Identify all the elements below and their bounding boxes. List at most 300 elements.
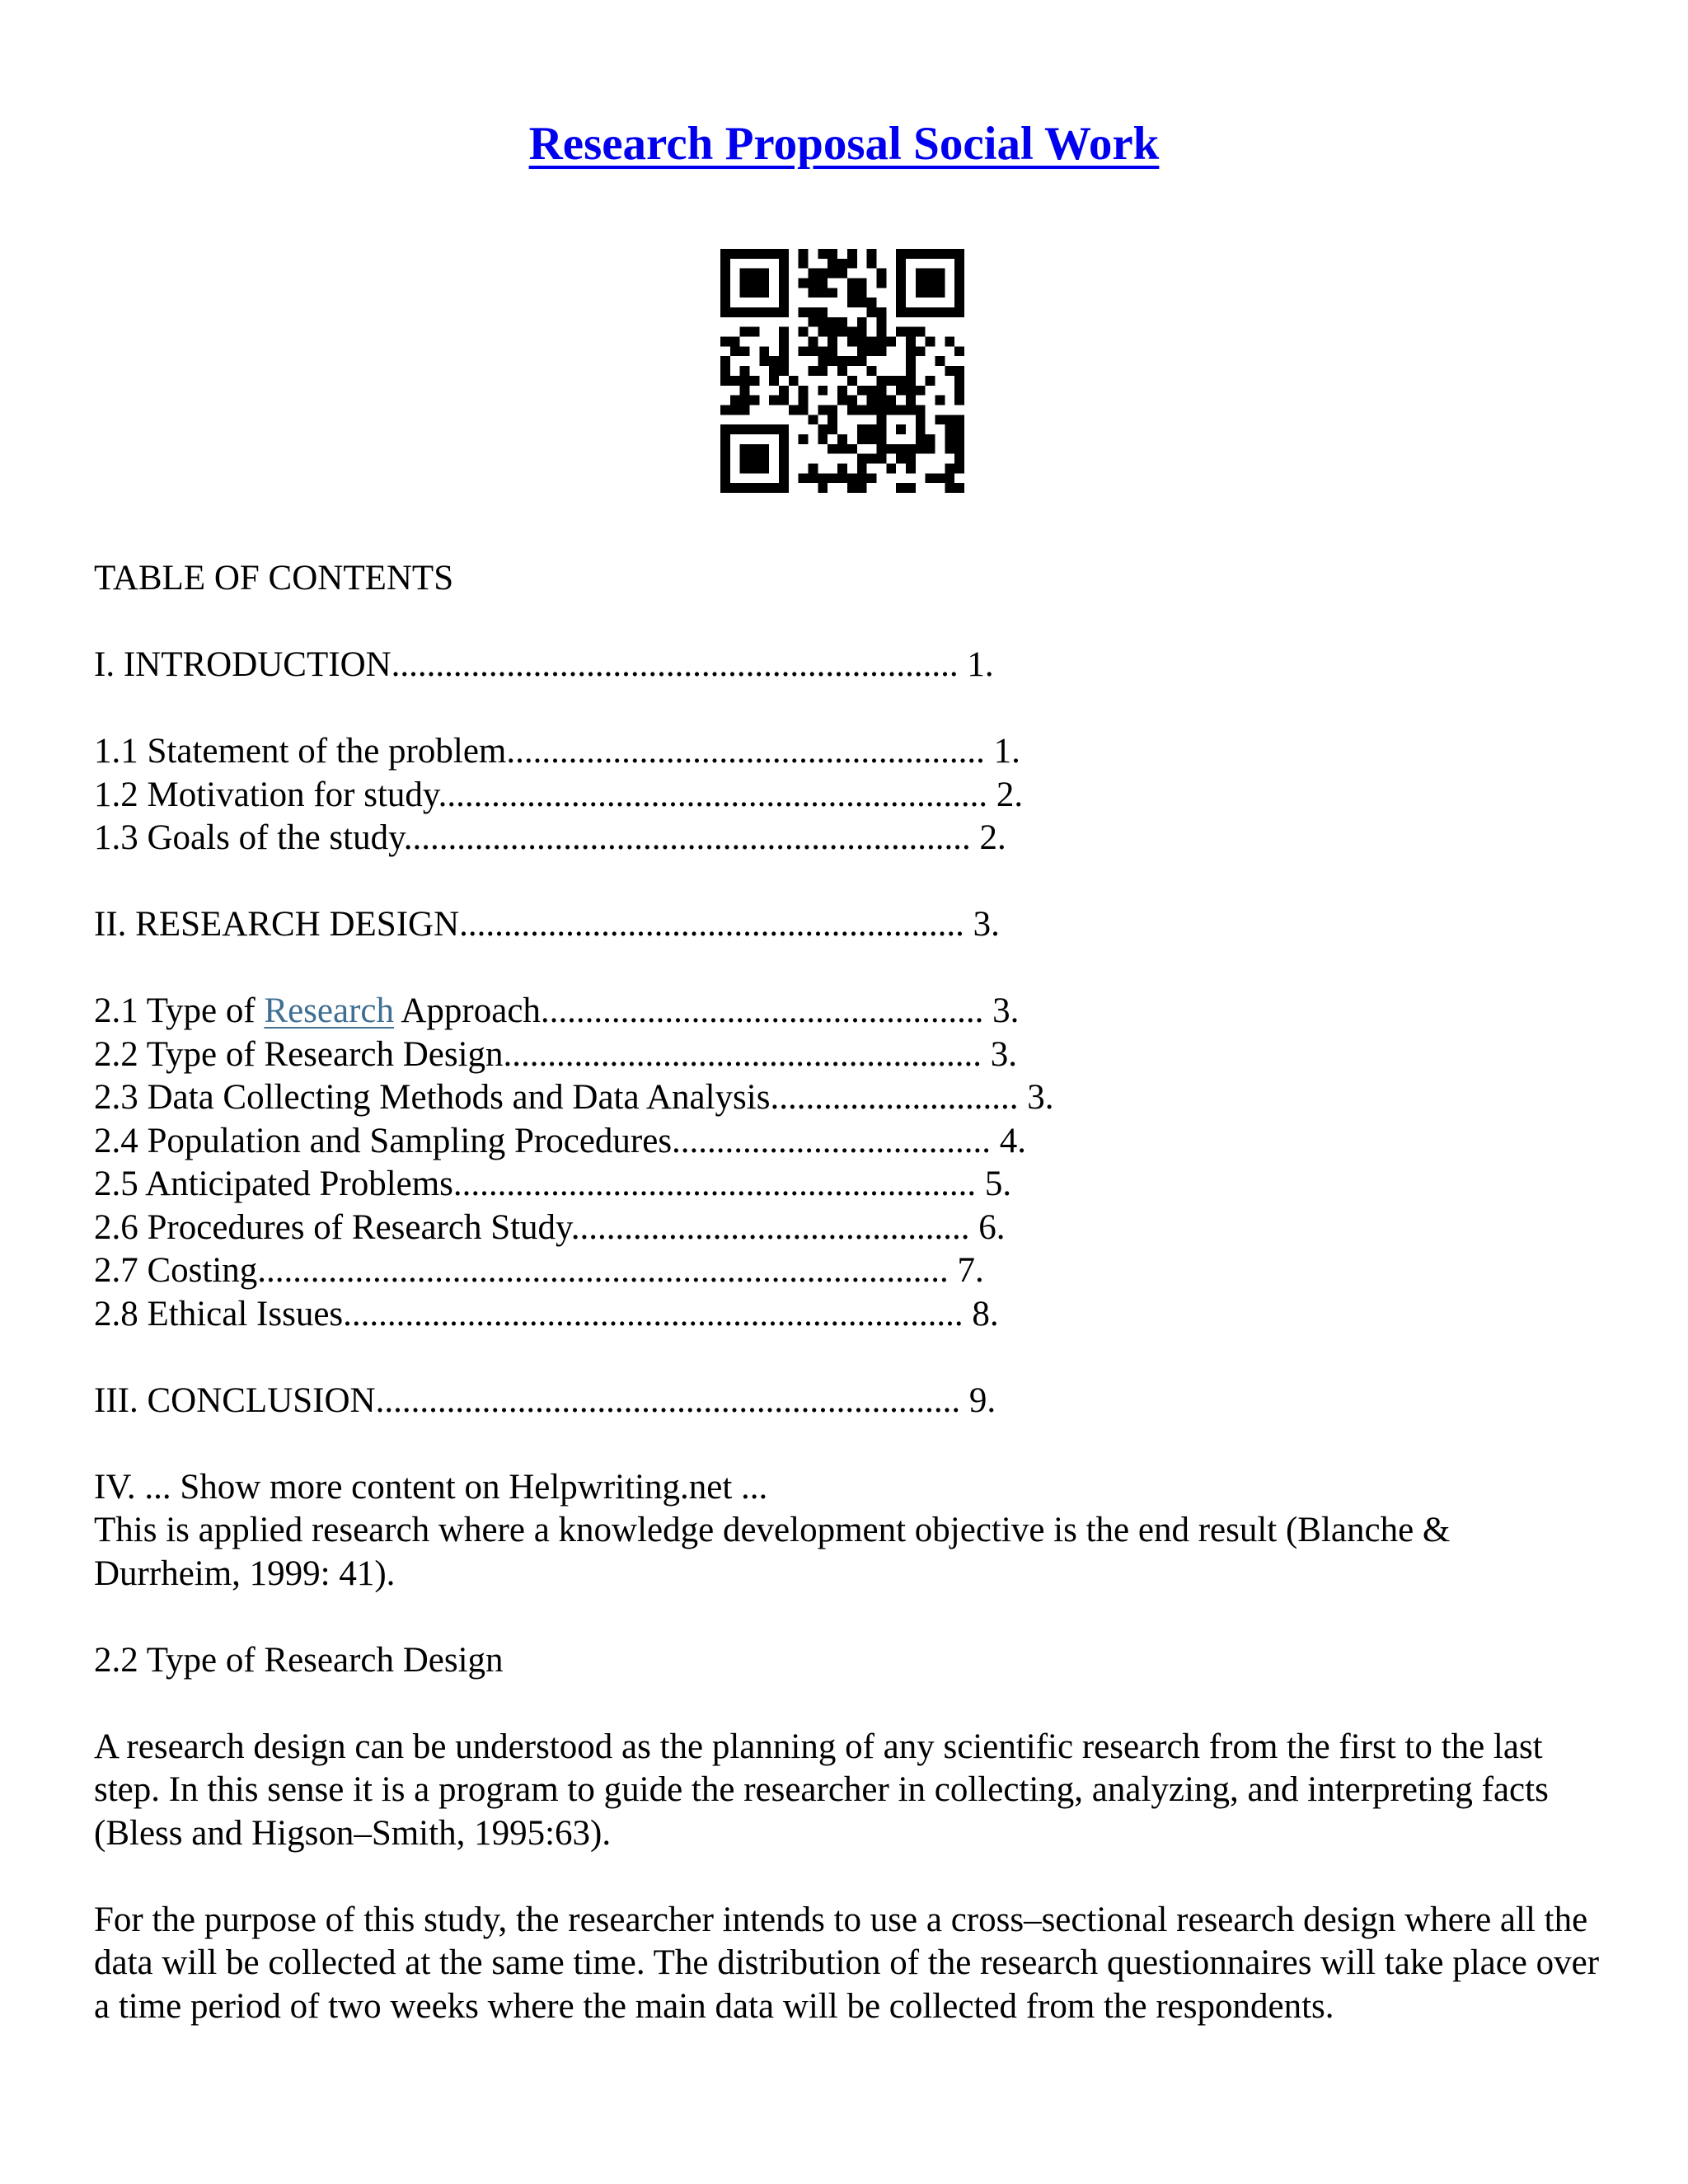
qr-module bbox=[759, 346, 769, 356]
qr-module bbox=[876, 346, 886, 356]
qr-module bbox=[876, 337, 886, 347]
qr-module bbox=[876, 307, 886, 317]
qr-module bbox=[759, 249, 769, 259]
qr-module bbox=[837, 366, 847, 376]
toc-entry-2-1-suffix: Approach.................................................. 3. bbox=[393, 991, 1020, 1030]
qr-module bbox=[847, 279, 857, 288]
qr-module bbox=[867, 405, 877, 415]
qr-module bbox=[876, 434, 886, 444]
qr-module bbox=[730, 346, 740, 356]
qr-module bbox=[906, 454, 916, 464]
qr-module bbox=[818, 249, 828, 259]
qr-module bbox=[818, 269, 828, 279]
qr-module bbox=[857, 346, 867, 356]
qr-module bbox=[945, 444, 954, 454]
qr-module bbox=[876, 396, 886, 405]
qr-module bbox=[954, 424, 964, 434]
qr-module bbox=[799, 473, 809, 483]
qr-module bbox=[818, 424, 828, 434]
qr-module bbox=[926, 376, 935, 386]
qr-module bbox=[720, 405, 730, 415]
qr-module bbox=[779, 298, 789, 307]
qr-module bbox=[896, 386, 906, 396]
qr-module bbox=[730, 337, 740, 347]
qr-module bbox=[740, 444, 750, 454]
qr-module bbox=[799, 259, 809, 269]
qr-module bbox=[740, 346, 750, 356]
qr-module bbox=[847, 288, 857, 298]
qr-module bbox=[945, 473, 954, 483]
qr-module bbox=[847, 298, 857, 307]
qr-module bbox=[750, 463, 760, 473]
qr-module bbox=[867, 386, 877, 396]
qr-module bbox=[867, 366, 877, 376]
qr-module bbox=[759, 424, 769, 434]
qr-module bbox=[876, 444, 886, 454]
qr-module bbox=[847, 249, 857, 259]
qr-module bbox=[954, 298, 964, 307]
qr-module bbox=[740, 366, 750, 376]
qr-module bbox=[954, 376, 964, 386]
qr-module bbox=[935, 288, 945, 298]
qr-module bbox=[779, 259, 789, 269]
qr-module bbox=[799, 346, 809, 356]
paragraph-applied-research: This is applied research where a knowledge development objective is the end result (Blanche & Durrheim, 1999: 41). bbox=[94, 1511, 1451, 1593]
qr-module bbox=[847, 327, 857, 337]
qr-module bbox=[720, 444, 730, 454]
qr-module bbox=[926, 444, 935, 454]
qr-module bbox=[857, 424, 867, 434]
qr-module bbox=[945, 366, 954, 376]
qr-module bbox=[818, 279, 828, 288]
qr-code-icon bbox=[720, 249, 964, 493]
qr-module bbox=[847, 483, 857, 493]
toc-entry-2-7: 2.7 Costing.............................................................................. 7. bbox=[94, 1251, 984, 1290]
qr-module bbox=[720, 249, 730, 259]
qr-module bbox=[876, 376, 886, 386]
qr-module bbox=[916, 249, 926, 259]
qr-module bbox=[730, 396, 740, 405]
qr-module bbox=[809, 269, 818, 279]
qr-module bbox=[886, 463, 896, 473]
qr-module bbox=[857, 279, 867, 288]
qr-module bbox=[750, 444, 760, 454]
qr-module bbox=[867, 434, 877, 444]
qr-module bbox=[857, 483, 867, 493]
qr-module bbox=[857, 327, 867, 337]
qr-module bbox=[916, 288, 926, 298]
qr-module bbox=[750, 396, 760, 405]
qr-module bbox=[740, 454, 750, 464]
qr-module bbox=[720, 376, 730, 386]
qr-module bbox=[809, 279, 818, 288]
qr-module bbox=[809, 288, 818, 298]
qr-module bbox=[926, 473, 935, 483]
qr-module bbox=[779, 386, 789, 396]
qr-module bbox=[799, 434, 809, 444]
qr-module bbox=[818, 307, 828, 317]
qr-module bbox=[945, 434, 954, 444]
qr-module bbox=[759, 463, 769, 473]
qr-module bbox=[720, 366, 730, 376]
qr-module bbox=[809, 307, 818, 317]
qr-module bbox=[935, 396, 945, 405]
qr-module bbox=[847, 259, 857, 269]
qr-module bbox=[720, 279, 730, 288]
qr-module bbox=[886, 444, 896, 454]
qr-module bbox=[818, 366, 828, 376]
qr-module bbox=[857, 288, 867, 298]
qr-module bbox=[896, 327, 906, 337]
qr-module bbox=[906, 307, 916, 317]
research-link[interactable]: Research bbox=[264, 991, 394, 1030]
qr-module bbox=[720, 483, 730, 493]
qr-module bbox=[779, 327, 789, 337]
qr-module bbox=[896, 279, 906, 288]
qr-module bbox=[750, 327, 760, 337]
paragraph-research-design: A research design can be understood as the planning of any scientific research from the first to the last step. In this sense it is a program to guide the researcher in collecting, analyzing, and interpreting facts (Bless and Higson–Smith, 1995:63). bbox=[94, 1727, 1549, 1853]
qr-module bbox=[935, 249, 945, 259]
qr-module bbox=[828, 405, 837, 415]
toc-entry-1-2: 1.2 Motivation for study.............................................................. 2. bbox=[94, 775, 1024, 814]
qr-module bbox=[818, 434, 828, 444]
qr-module bbox=[809, 346, 818, 356]
qr-module bbox=[935, 415, 945, 424]
qr-module bbox=[750, 279, 760, 288]
qr-module bbox=[818, 327, 828, 337]
qr-module bbox=[916, 307, 926, 317]
qr-module bbox=[837, 473, 847, 483]
qr-module bbox=[847, 396, 857, 405]
qr-module bbox=[720, 259, 730, 269]
qr-module bbox=[720, 434, 730, 444]
qr-module bbox=[896, 424, 906, 434]
qr-module bbox=[769, 424, 779, 434]
qr-module bbox=[750, 249, 760, 259]
qr-module bbox=[886, 405, 896, 415]
qr-module bbox=[906, 405, 916, 415]
qr-module bbox=[720, 473, 730, 483]
qr-module bbox=[945, 424, 954, 434]
qr-module bbox=[876, 386, 886, 396]
toc-entry-introduction: I. INTRODUCTION................................................................ 1. bbox=[94, 645, 994, 684]
qr-module bbox=[789, 376, 799, 386]
qr-module bbox=[818, 405, 828, 415]
qr-module bbox=[896, 298, 906, 307]
qr-module bbox=[818, 386, 828, 396]
paragraph-study-purpose: For the purpose of this study, the researcher intends to use a cross–sectional research design where all the data will be collected at the same time. The distribution of the research questionnaires will take place over a time period of two weeks where the main data will be collected from the respondents. bbox=[94, 1900, 1600, 2026]
toc-entry-conclusion: III. CONCLUSION.................................................................. 9. bbox=[94, 1380, 996, 1420]
qr-module bbox=[779, 454, 789, 464]
qr-module bbox=[837, 463, 847, 473]
qr-module bbox=[896, 259, 906, 269]
qr-module bbox=[779, 396, 789, 405]
qr-module bbox=[926, 434, 935, 444]
page-title bbox=[0, 115, 1688, 173]
qr-module bbox=[799, 279, 809, 288]
qr-module bbox=[809, 415, 818, 424]
qr-module bbox=[720, 288, 730, 298]
qr-module bbox=[740, 327, 750, 337]
qr-module bbox=[837, 396, 847, 405]
qr-module bbox=[954, 307, 964, 317]
qr-module bbox=[896, 307, 906, 317]
qr-module bbox=[818, 483, 828, 493]
qr-module bbox=[906, 396, 916, 405]
qr-module bbox=[954, 463, 964, 473]
qr-module bbox=[769, 356, 779, 366]
qr-module bbox=[809, 317, 818, 327]
qr-module bbox=[769, 376, 779, 386]
qr-module bbox=[857, 337, 867, 347]
qr-module bbox=[779, 483, 789, 493]
qr-module bbox=[779, 249, 789, 259]
qr-module bbox=[945, 307, 954, 317]
qr-module bbox=[867, 298, 877, 307]
qr-module bbox=[896, 269, 906, 279]
qr-module bbox=[954, 434, 964, 444]
qr-module bbox=[916, 279, 926, 288]
qr-module bbox=[730, 376, 740, 386]
qr-module bbox=[857, 386, 867, 396]
qr-module bbox=[828, 259, 837, 269]
qr-module bbox=[945, 249, 954, 259]
qr-module bbox=[750, 269, 760, 279]
qr-module bbox=[945, 337, 954, 347]
qr-module bbox=[818, 356, 828, 366]
qr-module bbox=[828, 249, 837, 259]
qr-module bbox=[916, 386, 926, 396]
qr-module bbox=[837, 269, 847, 279]
qr-module bbox=[857, 463, 867, 473]
qr-module bbox=[906, 463, 916, 473]
qr-module bbox=[828, 473, 837, 483]
toc-entry-1-1: 1.1 Statement of the problem...................................................... 1. bbox=[94, 732, 1020, 771]
qr-module bbox=[730, 249, 740, 259]
qr-module bbox=[759, 444, 769, 454]
qr-module bbox=[935, 356, 945, 366]
qr-module bbox=[857, 473, 867, 483]
qr-module bbox=[720, 337, 730, 347]
qr-module bbox=[779, 307, 789, 317]
qr-module bbox=[730, 307, 740, 317]
qr-module bbox=[945, 463, 954, 473]
qr-module bbox=[750, 307, 760, 317]
qr-module bbox=[954, 366, 964, 376]
qr-module bbox=[837, 259, 847, 269]
qr-module bbox=[926, 307, 935, 317]
qr-module bbox=[799, 396, 809, 405]
qr-module bbox=[867, 454, 877, 464]
qr-module bbox=[828, 269, 837, 279]
qr-module bbox=[828, 327, 837, 337]
qr-module bbox=[779, 473, 789, 483]
toc-entry-2-2: 2.2 Type of Research Design...................................................... 3. bbox=[94, 1034, 1018, 1074]
qr-module bbox=[799, 386, 809, 396]
qr-module bbox=[837, 386, 847, 396]
qr-module bbox=[740, 249, 750, 259]
qr-module bbox=[847, 376, 857, 386]
qr-module bbox=[769, 366, 779, 376]
qr-module bbox=[906, 483, 916, 493]
qr-module bbox=[847, 473, 857, 483]
qr-module bbox=[896, 288, 906, 298]
qr-module bbox=[876, 405, 886, 415]
qr-module bbox=[896, 249, 906, 259]
qr-module bbox=[954, 288, 964, 298]
show-more-line: IV. ... Show more content on Helpwriting.net ... bbox=[94, 1467, 768, 1507]
toc-entry-2-1-prefix: 2.1 Type of bbox=[94, 991, 265, 1030]
qr-module bbox=[779, 434, 789, 444]
qr-module bbox=[906, 337, 916, 347]
qr-module bbox=[876, 269, 886, 279]
qr-module bbox=[837, 317, 847, 327]
qr-module bbox=[954, 259, 964, 269]
qr-module bbox=[799, 307, 809, 317]
qr-module bbox=[740, 269, 750, 279]
qr-module bbox=[954, 249, 964, 259]
qr-module bbox=[740, 386, 750, 396]
qr-module bbox=[867, 424, 877, 434]
qr-module bbox=[779, 346, 789, 356]
qr-module bbox=[720, 298, 730, 307]
qr-module bbox=[906, 366, 916, 376]
qr-module bbox=[720, 424, 730, 434]
qr-module bbox=[867, 259, 877, 269]
toc-entry-1-3: 1.3 Goals of the study................................................................ 2. bbox=[94, 818, 1006, 857]
qr-module bbox=[954, 279, 964, 288]
qr-module bbox=[954, 269, 964, 279]
qr-module bbox=[779, 269, 789, 279]
qr-module bbox=[828, 317, 837, 327]
qr-module bbox=[906, 386, 916, 396]
qr-module bbox=[769, 483, 779, 493]
qr-module bbox=[954, 386, 964, 396]
qr-module bbox=[926, 279, 935, 288]
toc-entry-research-design: II. RESEARCH DESIGN......................................................... 3. bbox=[94, 905, 1000, 944]
qr-module bbox=[818, 346, 828, 356]
qr-module bbox=[945, 415, 954, 424]
qr-module bbox=[828, 346, 837, 356]
qr-module bbox=[847, 444, 857, 454]
qr-module bbox=[867, 337, 877, 347]
qr-module bbox=[896, 444, 906, 454]
qr-module bbox=[906, 376, 916, 386]
qr-module bbox=[906, 444, 916, 454]
qr-module bbox=[837, 444, 847, 454]
qr-module bbox=[809, 463, 818, 473]
qr-module bbox=[759, 288, 769, 298]
qr-module bbox=[847, 356, 857, 366]
qr-module bbox=[837, 434, 847, 444]
qr-module bbox=[779, 463, 789, 473]
qr-module bbox=[740, 405, 750, 415]
qr-module bbox=[876, 327, 886, 337]
qr-module bbox=[750, 424, 760, 434]
qr-module bbox=[954, 454, 964, 464]
qr-module bbox=[916, 269, 926, 279]
qr-module bbox=[779, 337, 789, 347]
qr-module bbox=[799, 405, 809, 415]
qr-module bbox=[809, 366, 818, 376]
qr-module bbox=[779, 356, 789, 366]
qr-module bbox=[759, 307, 769, 317]
qr-module bbox=[720, 269, 730, 279]
qr-module bbox=[720, 307, 730, 317]
qr-module bbox=[945, 483, 954, 493]
qr-module bbox=[906, 346, 916, 356]
qr-module bbox=[876, 424, 886, 434]
qr-module bbox=[740, 279, 750, 288]
toc-entry-2-3: 2.3 Data Collecting Methods and Data Analysis............................ 3. bbox=[94, 1078, 1054, 1117]
toc-entry-2-1 bbox=[94, 990, 1602, 1033]
qr-module bbox=[828, 444, 837, 454]
qr-module bbox=[857, 298, 867, 307]
qr-module bbox=[857, 434, 867, 444]
qr-module bbox=[916, 444, 926, 454]
qr-module bbox=[740, 288, 750, 298]
qr-module bbox=[876, 415, 886, 424]
qr-module bbox=[779, 424, 789, 434]
qr-module bbox=[886, 337, 896, 347]
qr-module bbox=[759, 454, 769, 464]
qr-module bbox=[809, 337, 818, 347]
qr-module bbox=[916, 405, 926, 415]
qr-module bbox=[857, 317, 867, 327]
qr-module bbox=[954, 415, 964, 424]
qr-module bbox=[730, 405, 740, 415]
qr-module bbox=[935, 473, 945, 483]
qr-module bbox=[779, 288, 789, 298]
qr-module bbox=[876, 279, 886, 288]
qr-module bbox=[769, 307, 779, 317]
qr-module bbox=[769, 396, 779, 405]
qr-module bbox=[867, 396, 877, 405]
qr-module bbox=[740, 307, 750, 317]
qr-module bbox=[867, 346, 877, 356]
qr-module bbox=[886, 396, 896, 405]
qr-module bbox=[769, 249, 779, 259]
qr-module bbox=[809, 473, 818, 483]
qr-module bbox=[916, 327, 926, 337]
qr-module bbox=[818, 473, 828, 483]
qr-module bbox=[779, 444, 789, 454]
qr-module bbox=[847, 337, 857, 347]
qr-module bbox=[935, 279, 945, 288]
qr-module bbox=[857, 454, 867, 464]
qr-module bbox=[818, 317, 828, 327]
qr-module bbox=[740, 424, 750, 434]
qr-module bbox=[799, 249, 809, 259]
qr-module bbox=[954, 444, 964, 454]
qr-module bbox=[906, 356, 916, 366]
qr-module bbox=[779, 366, 789, 376]
qr-module bbox=[759, 483, 769, 493]
qr-module bbox=[759, 356, 769, 366]
qr-module bbox=[750, 376, 760, 386]
qr-module bbox=[954, 483, 964, 493]
qr-module bbox=[867, 307, 877, 317]
qr-module bbox=[857, 356, 867, 366]
qr-module bbox=[916, 424, 926, 434]
qr-module bbox=[759, 269, 769, 279]
qr-module bbox=[740, 396, 750, 405]
title-link[interactable]: Research Proposal Social Work bbox=[528, 118, 1160, 170]
qr-module bbox=[876, 454, 886, 464]
qr-module bbox=[926, 269, 935, 279]
qr-module bbox=[837, 356, 847, 366]
qr-module bbox=[828, 288, 837, 298]
